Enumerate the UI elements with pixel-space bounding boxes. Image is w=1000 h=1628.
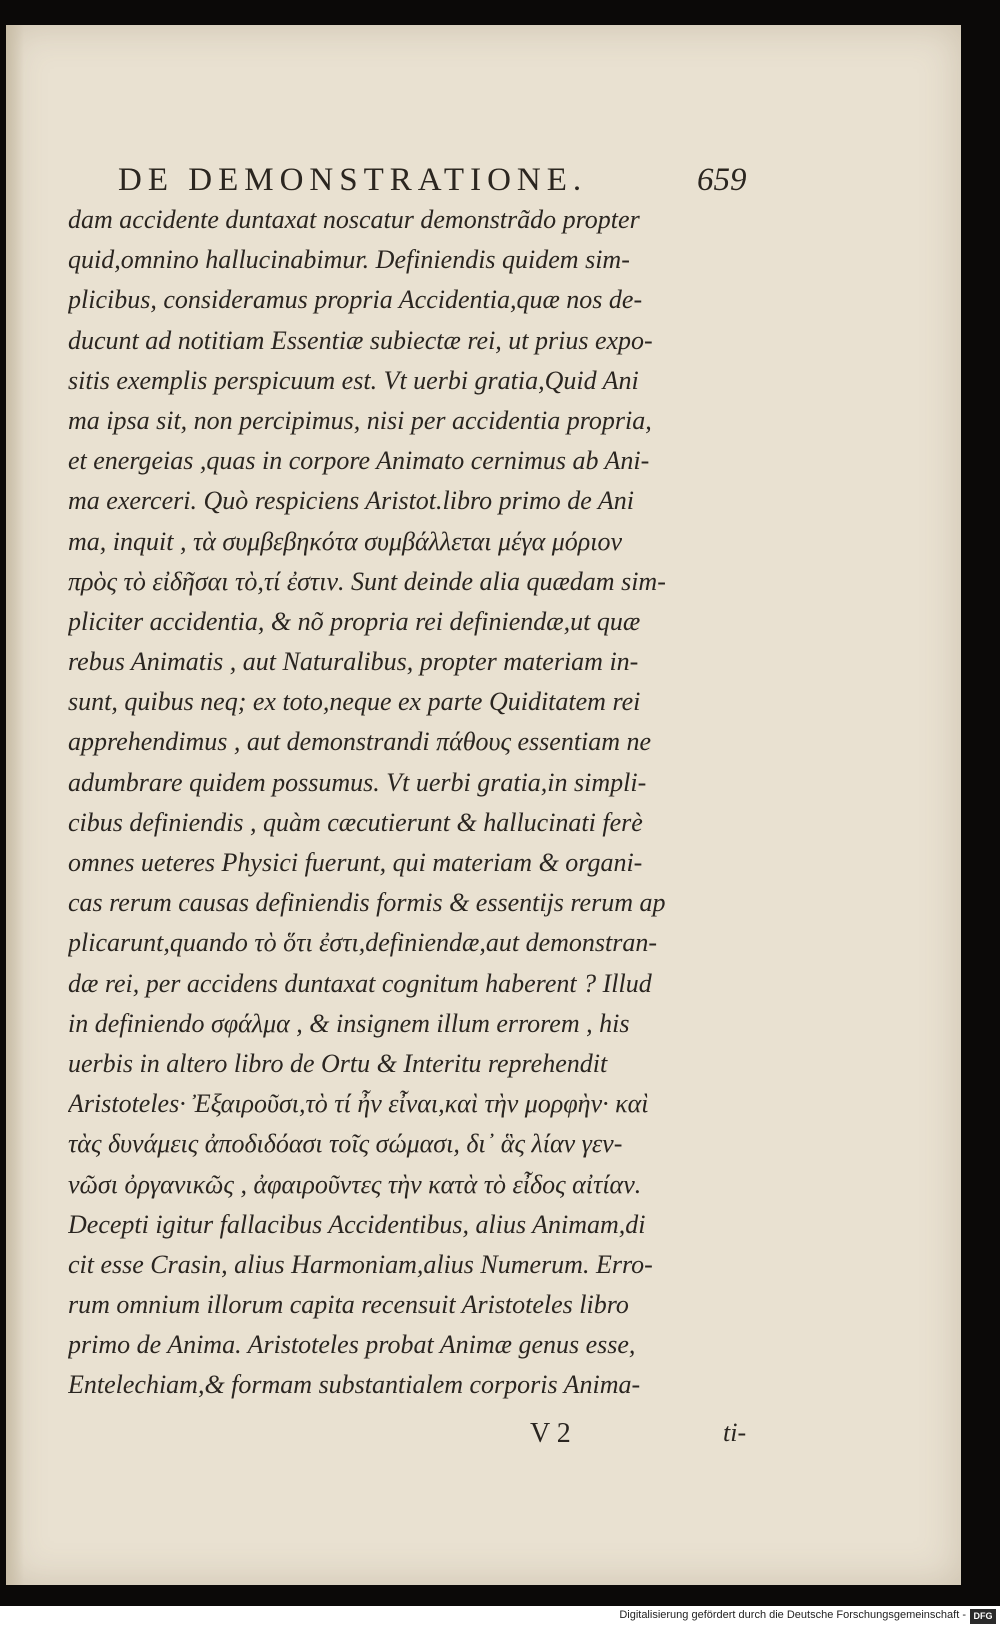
text-line: Decepti igitur fallacibus Accidentibus, alius Animam,di — [68, 1209, 646, 1239]
text-line: apprehendimus , aut demonstrandi πάθους essentiam ne — [68, 727, 652, 757]
text-line: pliciter accidentia, & nõ propria rei definiendæ,ut quæ — [68, 606, 641, 636]
text-line: Entelechiam,& formam substantialem corporis Anima- — [68, 1370, 641, 1400]
text-line: ma ipsa sit, non percipimus, nisi per accidentia propria, — [68, 405, 652, 435]
text-line: adumbrare quidem possumus. Vt uerbi gratia,in simpli- — [68, 767, 647, 797]
text-line: rebus Animatis , aut Naturalibus, propter materiam in- — [68, 647, 639, 677]
text-line: uerbis in altero libro de Ortu & Interitu reprehendit — [68, 1048, 608, 1078]
text-line: ducunt ad notitiam Essentiæ subiectæ rei, ut prius expo- — [68, 325, 653, 355]
text-line: plicarunt,quando τὸ ὅτι ἐστι,definiendæ,aut demonstran- — [68, 928, 658, 958]
text-line: dæ rei, per accidens duntaxat cognitum haberent ? Illud — [68, 968, 652, 998]
text-line: νῶσι ὀργανικῶς , ἀφαιροῦντες τὴν κατὰ τὸ εἶδος αἰτίαν. — [68, 1169, 642, 1199]
running-head: DE DEMONSTRATIONE. — [118, 162, 588, 198]
text-line: dam accidente duntaxat noscatur demonstrãdo propter — [68, 205, 640, 234]
text-line: et energeias ,quas in corpore Animato cernimus ab Ani- — [68, 446, 650, 476]
dfg-logo: DFG — [970, 1609, 996, 1624]
text-line: sunt, quibus neq; ex toto,neque ex parte Quiditatem rei — [68, 687, 641, 717]
signature-mark: V 2 — [530, 1418, 571, 1449]
text-line: τὰς δυνάμεις ἀποδιδόασι τοῖς σώμασι, δι᾽ ἃς λίαν γεν- — [68, 1129, 623, 1159]
body-text — [68, 200, 758, 1406]
text-line: quid,omnino hallucinabimur. Definiendis quidem sim- — [68, 245, 630, 275]
page-number: 659 — [697, 162, 747, 198]
text-line: ma exerceri. Quò respiciens Aristot.libro primo de Ani — [68, 486, 634, 516]
text-line: in definiendo σφάλμα , & insignem illum errorem , his — [68, 1008, 630, 1038]
text-line: cit esse Crasin, alius Harmoniam,alius Numerum. Erro- — [68, 1249, 653, 1279]
text-line: ma, inquit , τὰ συμβεβηκότα συμβάλλεται μέγα μόριον — [68, 526, 623, 556]
text-line: sitis exemplis perspicuum est. Vt uerbi gratia,Quid Ani — [68, 365, 639, 395]
digitization-footer — [0, 1606, 1000, 1628]
text-line: primo de Anima. Aristoteles probat Animæ genus esse, — [68, 1330, 636, 1360]
catchword: ti- — [723, 1418, 747, 1447]
funding-credit: Digitalisierung gefördert durch die Deutsche Forschungsgemeinschaft - — [619, 1609, 966, 1621]
text-line: cibus definiendis , quàm cæcutierunt & hallucinati ferè — [68, 807, 643, 837]
text-line: omnes ueteres Physici fuerunt, qui materiam & organi- — [68, 848, 643, 877]
text-line: cas rerum causas definiendis formis & essentijs rerum ap — [68, 888, 666, 918]
text-line: Aristoteles· Ἐξαιροῦσι,τὸ τί ἦν εἶναι,καὶ τὴν μορφὴν· καὶ — [68, 1089, 649, 1119]
text-line: plicibus, consideramus propria Accidentia,quæ nos de- — [68, 285, 643, 315]
text-line: πρὸς τὸ εἰδῆσαι τὸ,τί ἐστιν. Sunt deinde alia quædam sim- — [68, 566, 666, 596]
text-line: rum omnium illorum capita recensuit Aristoteles libro — [68, 1290, 629, 1320]
page-gutter-shadow — [6, 25, 24, 1585]
